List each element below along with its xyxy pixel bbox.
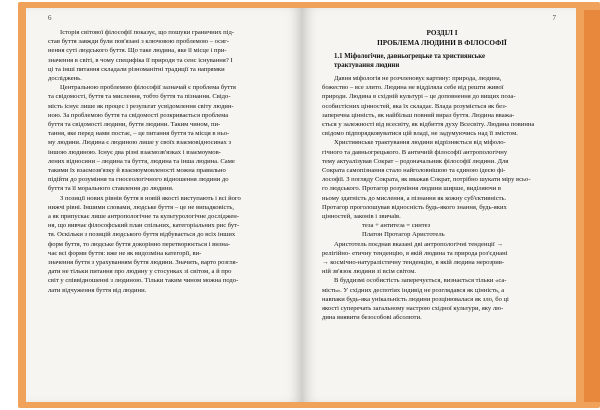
text-line: Аристотель поєднав вказані дві антропологічні тенденції → xyxy=(334,240,503,248)
section-subtitle: ПРОБЛЕМА ЛЮДИНИ В ФІЛОСОФІЇ xyxy=(377,39,507,47)
text-line: нення суті людського буття. Що таке людина, яке її місце і при- xyxy=(48,47,227,55)
text-line: дина виявити безособові абсолюти. xyxy=(322,314,422,322)
text-line: досліджень. xyxy=(48,75,82,83)
text-line: буття та свідомості людини, буття людини. Таким чином, пи- xyxy=(48,121,221,129)
left-page xyxy=(26,8,302,402)
text-line: такими їх взаємозв'язку й взаємоумовленості можна правильно xyxy=(48,167,226,175)
paragraph xyxy=(322,138,562,221)
text-line: підійти до розуміння та гносеологічного відношення людини до xyxy=(48,176,229,184)
text-line: якості суперечать загальному настрою східної культури, яку лю- xyxy=(322,305,504,313)
text-line: Протагор проголошував відносність будь-якого знання, будь-яких xyxy=(322,203,507,211)
subsection-title xyxy=(322,52,562,70)
text-line: дати не тільки питання про людину у стосунках зі світом, а й про xyxy=(48,268,232,276)
right-page-number: 7 xyxy=(552,14,556,22)
text-line: значення буття з урахуванням буття людини. Значить, варто розгля- xyxy=(48,259,238,267)
text-line: значення в світі, в чому специфіка її природи та сенс існування? І xyxy=(48,56,233,64)
text-line: Давня міфологія не розчленовує картину: природа, людина, xyxy=(334,75,502,82)
section-title: РОЗДІЛ І xyxy=(426,29,458,37)
text-line: особистісних цінностей, яка їх складає. Влада розуміється як без- xyxy=(322,102,507,110)
text-line: лософії. З погляду Сократа, як вважав Сократ, потрібно шукати міру всьо- xyxy=(322,176,531,184)
subsection-title-line: трактування людини xyxy=(334,62,400,69)
text-line: релігійно- етичну тенденцію, в якій людина та природа роз'єднані xyxy=(322,249,508,257)
text-line: В буддизмі особистість заперечується, визнається тільки «са- xyxy=(334,277,507,285)
paragraph xyxy=(48,28,290,83)
left-page-number: 6 xyxy=(48,14,52,22)
text-line: тему актуалізував Сократ – родоначальник філософії людини. Для xyxy=(322,157,509,165)
text-line: цінностей, законів і звичаїв. xyxy=(322,213,401,221)
text-line: ною. За проблемою буття та свідомості розкривається проблема xyxy=(48,111,229,119)
triad-line: теза + антитеза = синтез xyxy=(362,222,431,230)
subsection-title-line: 1.1 Міфологічне, давньогрецьке та християнське xyxy=(334,53,485,60)
text-line: му людини. Людина є людиною лише у своїх взаємовідносинах з xyxy=(48,139,232,147)
text-line: лених відносини – людина та буття, людина та інша людина. Саме xyxy=(48,157,235,165)
text-line: Центральною проблемою філософії зазначай є проблема буття xyxy=(60,84,236,92)
body-block-b xyxy=(322,240,562,323)
text-line: ється у залежності від всесвіту, як відбиття духу Всесвіту. Людина повинна xyxy=(322,121,535,129)
right-page-text xyxy=(322,28,562,322)
right-page xyxy=(302,8,576,402)
text-line: → космічно-натуралістичну тенденцію, в якій людина нерозрив- xyxy=(322,259,505,267)
text-line: Історія світової філософії показує, що пошуки граничних під- xyxy=(60,29,235,36)
text-line: тання, яке перед нами постає, – це питання буття та місця в ньо- xyxy=(48,130,230,138)
text-line: Сократа самопізнання стало найголовнішою та єдиною ідеєю фі- xyxy=(322,167,506,175)
text-line: нижчі рівні. Іншими словами, людське буття – це не випадковість, xyxy=(48,203,235,211)
paragraph xyxy=(48,194,290,295)
text-line: ці та інші питання складали різноманітні традиції та напрямки xyxy=(48,65,225,73)
text-line: Християнське трактування людини відрізняється від міфоло- xyxy=(334,139,506,147)
paragraph xyxy=(322,74,562,138)
book-cover-edge xyxy=(584,10,600,402)
text-line: буття та її морального ставлення до людини. xyxy=(48,185,174,193)
text-line: божество – все злито. Людина не відділяла себе від решти живої xyxy=(322,84,504,92)
text-line: чає всі форми буття: вже не як видозміна категорії, ви- xyxy=(48,249,202,257)
text-line: тя. Оскільки з позицій людського буття відбувається до всіх інших xyxy=(48,231,236,239)
text-line: мість». У східних деспотіях індивід не розглядався як цінність, а xyxy=(322,286,505,294)
text-line: форм буття, то людське буття докорінно перетворюється і визна- xyxy=(48,240,231,248)
text-line: а як припускає лише антропологічне та культурологічне досліджен- xyxy=(48,213,240,221)
text-line: природи. Людина в східній культурі – це доповнення до вищих поза- xyxy=(322,93,516,101)
text-line: іншою людиною. Існує два різні взаємозв'язках і взаємоумов- xyxy=(48,148,221,156)
text-line: заперечна цінність, як найбільш повний вираз буття. Людина вважа- xyxy=(322,111,515,119)
body-block-a xyxy=(322,74,562,221)
triad xyxy=(322,221,562,239)
text-line: лати відчуження буття від людини. xyxy=(48,286,147,294)
text-line: світ у співвідношенні з людиною. Тільки таким чином можна подо- xyxy=(48,277,239,285)
text-line: став буття завжди були пов'язані з ключовою проблемою – осяг- xyxy=(48,38,229,46)
paragraph xyxy=(322,276,562,322)
text-line: ня, що вивчає філософський план спільних, категоріальних рис бут- xyxy=(48,222,240,230)
triad-line: Платон Протагор Аристотель xyxy=(362,231,445,239)
text-line: навпаки будь-яка унікальність людини розцінювалася як зло, бо ці xyxy=(322,295,509,303)
text-line: го людського. Протагор розуміння людини ширше, виділяючи в xyxy=(322,185,502,193)
text-line: ній зв'язок людини зі всім світом. xyxy=(322,268,417,276)
text-line: та свідомості, буття та мислення, тобто буття та пізнання. Свідо- xyxy=(48,93,231,101)
text-line: свідомо підпорядковуватися цій владі, не задумуючись над її змістом. xyxy=(322,130,518,138)
paragraph xyxy=(48,83,290,193)
left-page-text xyxy=(48,28,290,295)
paragraph xyxy=(322,240,562,277)
text-line: гічного та давньогрецького. В античній філософії антропологічну xyxy=(322,148,508,156)
text-line: мість існує лише як процес і результат усвідомлення світу людин- xyxy=(48,102,234,110)
text-line: З позиції нових рівнів буття в новій якості виступають і всі його xyxy=(60,194,241,202)
text-line: ньому здатність до мислення, а пізнання як кожну суб'єктивність. xyxy=(322,194,507,202)
